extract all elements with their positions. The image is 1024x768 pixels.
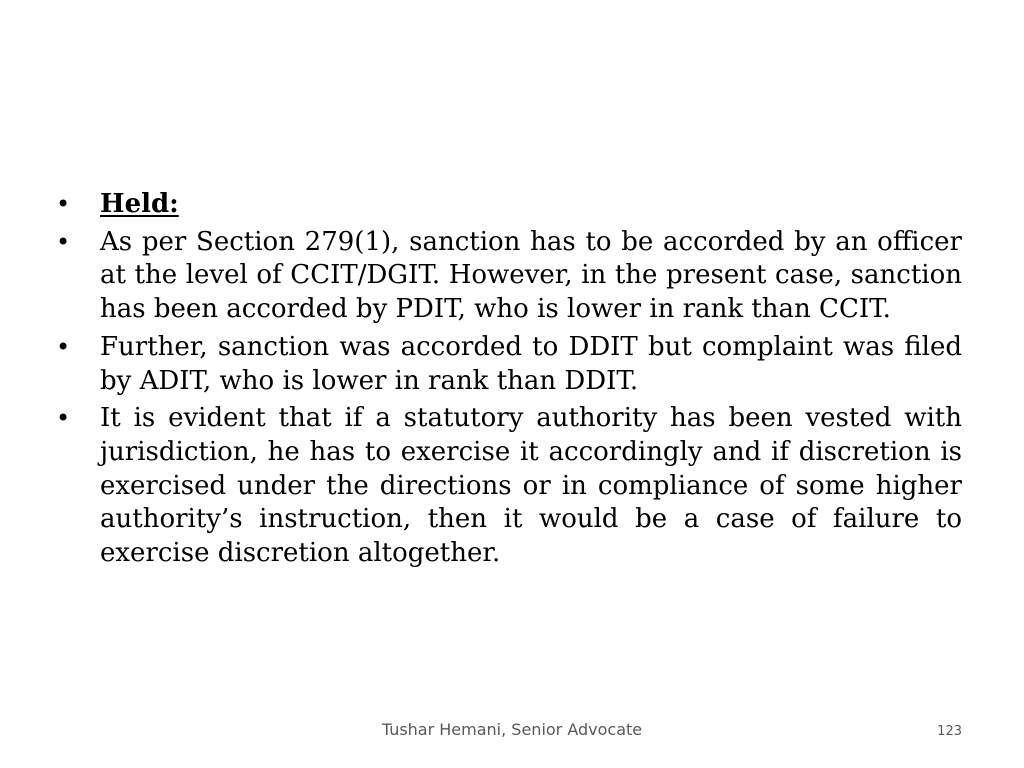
bullet-text: It is evident that if a statutory authority has been vested with jurisdiction, he has to exercise it accordingly and if discretion is exercised under the directions or in compliance of some higher authority’s instruction, then it would be a case of failure to exercise discretion altogether. xyxy=(100,403,962,569)
bullet-icon: • xyxy=(56,227,71,256)
bullet-list xyxy=(56,188,962,575)
bullet-item-held xyxy=(56,188,962,222)
bullet-text: Further, sanction was accorded to DDIT but complaint was filed by ADIT, who is lower in rank than DDIT. xyxy=(100,331,962,396)
bullet-item-section-279 xyxy=(56,226,962,327)
bullet-item-sanction-ddit xyxy=(56,331,962,398)
page-number: 123 xyxy=(937,724,962,739)
bullet-text: As per Section 279(1), sanction has to be accorded by an officer at the level of CCIT/DGIT. However, in the present case, sanction has been accorded by PDIT, who is lower in rank than CCIT. xyxy=(100,226,962,325)
bullet-icon: • xyxy=(56,332,71,361)
bullet-icon: • xyxy=(56,404,71,433)
bullet-item-statutory-authority xyxy=(56,402,962,571)
bullet-icon: • xyxy=(56,190,71,218)
footer-author: Tushar Hemani, Senior Advocate xyxy=(381,720,643,739)
held-heading: Held: xyxy=(100,189,179,219)
